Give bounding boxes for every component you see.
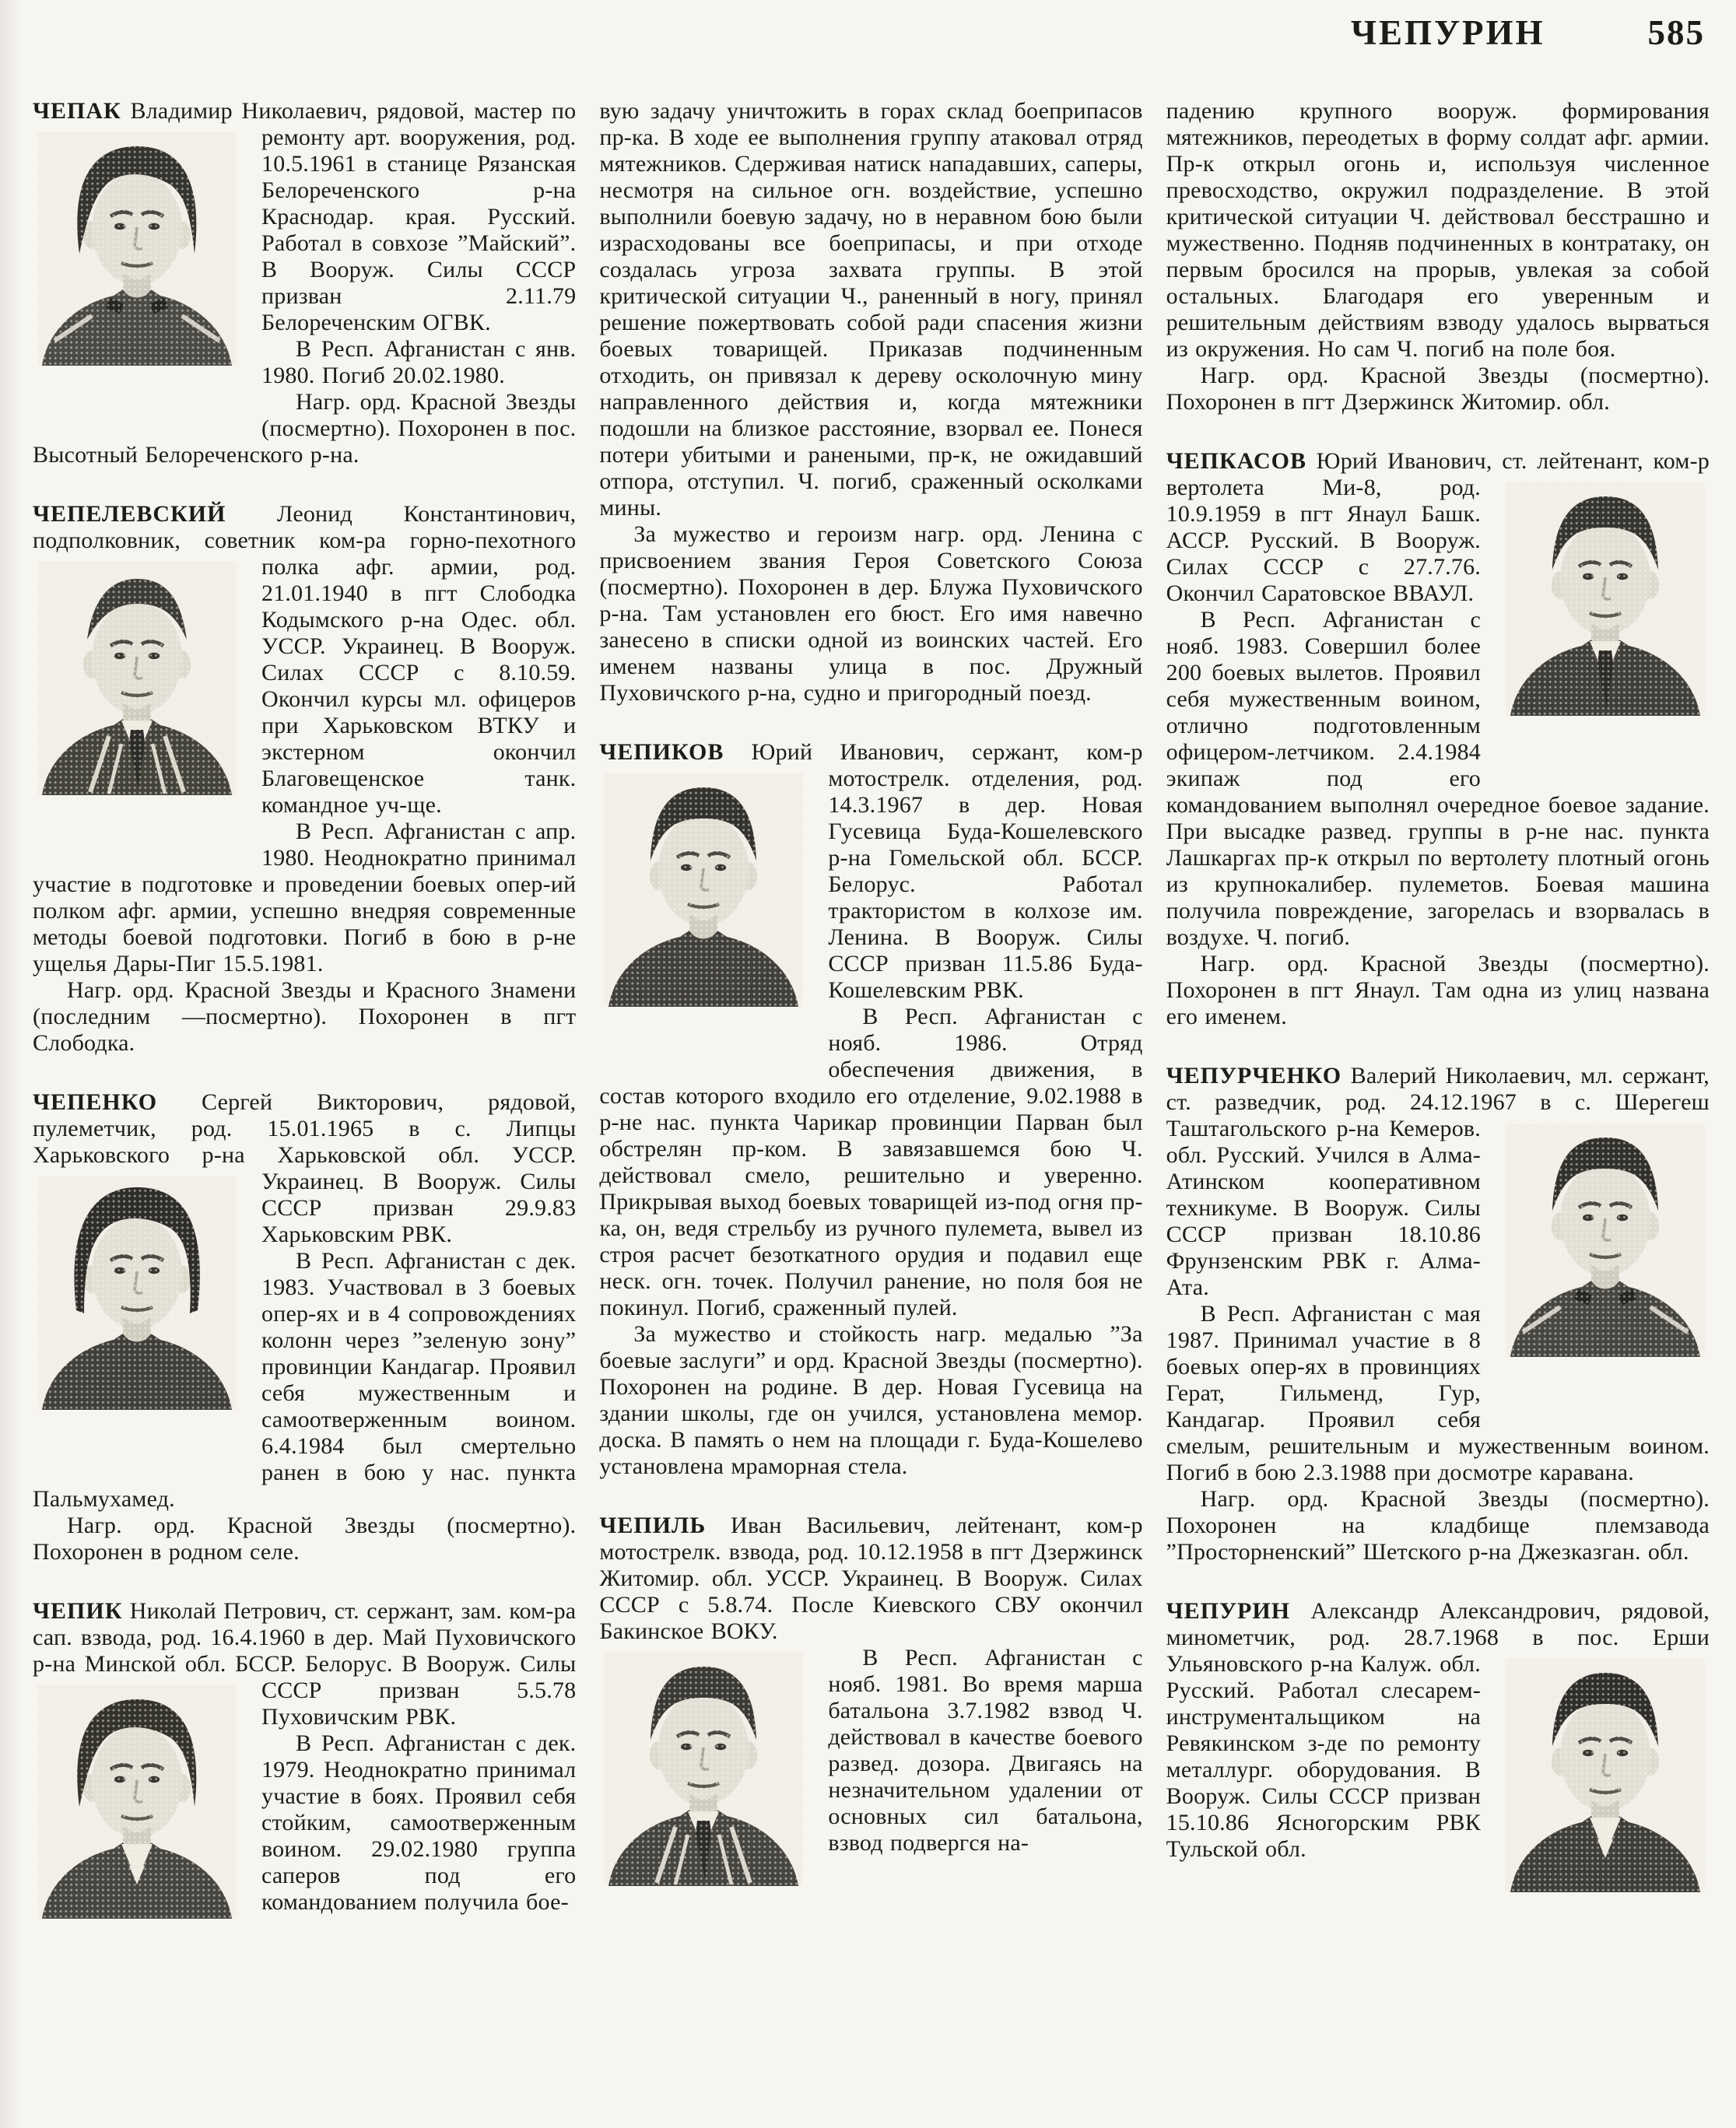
- paragraph: Нагр. орд. Красной Звезды (посмертно). Похоронен в пос. Высотный Белореченского р-на.: [33, 389, 577, 468]
- entry-surname: ЧЕПУРИН: [1166, 1598, 1291, 1624]
- portrait-chepik: [33, 1682, 241, 1995]
- entry-surname: ЧЕПИК: [33, 1598, 123, 1624]
- entry-chepurin: [1166, 1598, 1710, 1863]
- column-3: [1166, 98, 1710, 2101]
- entry-chepenko: [33, 1089, 576, 1565]
- paragraph: Нагр. орд. Красной Звезды (посмертно). Похоронен в родном селе.: [33, 1513, 577, 1565]
- entry-chepurchenko: [1166, 1063, 1710, 1565]
- paragraph: ЧЕПЕНКО Сергей Викторович, рядовой, пулеметчик, род. 15.01.1965 в с. Липцы Харьковского р-на Харьковской обл. УССР. Украинец. В Вооруж. Силы СССР призван 29.9.83 Харьковским РВК.: [33, 1089, 576, 1248]
- paragraph: ЧЕПАК Владимир Николаевич, рядовой, мастер по ремонту арт. вооружения, род. 10.5.1961 в станице Рязанская Белореченского р-на Краснодар. края. Русский. Работал в совхозе ”Майский”. В Вооруж. Силы СССР призван 2.11.79 Белореченским ОГВК.: [33, 98, 576, 336]
- paragraph: В Респ. Афганистан с нояб. 1981. Во время марша батальона 3.7.1982 взвод Ч. действовал в качестве боевого развед. дозора. Двигаясь на незначительном удалении от основных сил батальона, взвод подвергся на-: [599, 1645, 1142, 1856]
- entry-surname: ЧЕПИКОВ: [599, 739, 724, 765]
- paragraph: За мужество и героизм нагр. орд. Ленина с присвоением звания Героя Советского Союза (посмертно). Похоронен в дер. Блужа Пуховичского р-на. Там установлен его бюст. Его имя навечно занесено в списки одной из воинских частей. Его именем названы улица в пос. Дружный Пуховичского р-на, судно и пригородный поезд.: [599, 521, 1143, 706]
- entry-surname: ЧЕПЕНКО: [33, 1089, 158, 1115]
- entry-chepak: [33, 98, 576, 468]
- column-1: [33, 98, 576, 2101]
- portrait-chepurin: [1501, 1656, 1710, 1968]
- entry-chepelevsky: [33, 501, 576, 1057]
- entry-chepil: [599, 1513, 1142, 1856]
- page-number: 585: [1647, 13, 1705, 52]
- text-columns: [33, 98, 1710, 2101]
- paragraph: В Респ. Афганистан с дек. 1979. Неоднократно принимал участие в боях. Проявил себя стойким, самоотверженным воином. 29.02.1980 группа саперов под его командованием получила бое-: [261, 1730, 577, 1915]
- paragraph: В Респ. Афганистан с дек. 1983. Участвовал в 3 боевых опер-ях и в 4 сопровождениях колонн через ”зеленую зону” провинции Кандагар. Проявил себя мужественным и самоотверженным воином. 6.4.1984 был смертельно ранен в бою у нас. пункта Пальмухамед.: [33, 1248, 577, 1512]
- paragraph: В Респ. Афганистан с янв. 1980. Погиб 20.02.1980.: [261, 336, 577, 388]
- running-head: ЧЕПУРИН: [1350, 13, 1545, 52]
- paragraph: ЧЕПУРИН Александр Александрович, рядовой, минометчик, род. 28.7.1968 в пос. Ерши Ульяновского р-на Калуж. обл. Русский. Работал слесарем-инструментальщиком на Ревякинском з-де по ремонту металлург. оборудования. В Вооруж. Силы СССР призван 15.10.86 Ясногорским РВК Тульской обл.: [1166, 1598, 1710, 1863]
- portrait-chepenko: [33, 1173, 241, 1486]
- entry-surname: ЧЕПКАСОВ: [1166, 448, 1306, 474]
- paragraph: ЧЕПИЛЬ Иван Васильевич, лейтенант, ком-р мотострелк. взвода, род. 10.12.1958 в пгт Дзержинск Житомир. обл. УССР. Украинец. В Вооруж. Силах СССР с 5.8.74. После Киевского СВУ окончил Бакинское ВОКУ.: [599, 1513, 1143, 1644]
- portrait-chepikov: [599, 770, 808, 1083]
- paragraph: ЧЕПКАСОВ Юрий Иванович, ст. лейтенант, ком-р вертолета Ми-8, род. 10.9.1959 в пгт Янаул Башк. АССР. Русский. В Вооруж. Силах СССР с 27.7.76. Окончил Саратовское ВВАУЛ.: [1166, 448, 1710, 607]
- entry-surname: ЧЕПИЛЬ: [599, 1513, 707, 1538]
- paragraph: В Респ. Афганистан с апр. 1980. Неоднократно принимал участие в подготовке и проведении боевых опер-ий полком афг. армии, успешно внедряя современные методы боевой подготовки. Погиб в бою в р-не ущелья Дары-Пиг 15.5.1981.: [33, 819, 577, 976]
- entry-surname: ЧЕПУРЧЕНКО: [1166, 1063, 1342, 1089]
- entry-chepik-continuation: [599, 98, 1142, 706]
- paragraph: ЧЕПИКОВ Юрий Иванович, сержант, ком-р мотострелк. отделения, род. 14.3.1967 в дер. Новая Гусевица Буда-Кошелевского р-на Гомельской обл. БССР. Белорус. Работал трактористом в колхозе им. Ленина. В Вооруж. Силы СССР призван 11.5.86 Буда-Кошелевским РВК.: [599, 739, 1142, 1004]
- entry-chepik: [33, 1598, 576, 1916]
- paragraph: Нагр. орд. Красной Звезды и Красного Знамени (последним —посмертно). Похоронен в пгт Слободка.: [33, 977, 577, 1056]
- paragraph: ЧЕПЕЛЕВСКИЙ Леонид Константинович, подполковник, советник ком-ра горно-пехотного полка афг. армии, род. 21.01.1940 в пгт Слободка Кодымского р-на Одес. обл. УССР. Украинец. В Вооруж. Силах СССР с 8.10.59. Окончил курсы мл. офицеров при Харьковском ВТКУ и экстерном окончил Благовещенское танк. командное уч-ще.: [33, 501, 576, 819]
- paragraph: падению крупного вооруж. формирования мятежников, переодетых в форму солдат афг. армии. Пр-к открыл огонь и, используя численное превосходство, окружил подразделение. В этой критической ситуации Ч. действовал бесстрашно и мужественно. Подняв подчиненных в контратаку, он первым бросился на прорыв, увлекая за собой остальных. Благодаря его уверенным и решительным действиям взводу удалось вырваться из окружения. Но сам Ч. погиб на поле боя.: [1166, 98, 1710, 362]
- paragraph: Нагр. орд. Красной Звезды (посмертно). Похоронен на кладбище племзавода ”Просторненский” Шетского р-на Джезказган. обл.: [1166, 1486, 1710, 1565]
- column-2: [599, 98, 1142, 2101]
- paragraph: ЧЕПИК Николай Петрович, ст. сержант, зам. ком-ра сап. взвода, род. 16.4.1960 в дер. Май Пуховичского р-на Минской обл. БССР. Белорус. В Вооруж. Силы СССР призван 5.5.78 Пуховичским РВК.: [33, 1598, 576, 1730]
- portrait-chepurchenko: [1501, 1120, 1710, 1433]
- entry-chepikov: [599, 739, 1142, 1480]
- paragraph: В Респ. Афганистан с нояб. 1983. Совершил более 200 боевых вылетов. Проявил себя мужественным воином, отлично подготовленным офицером-летчиком. 2.4.1984 экипаж под его командованием выполнял очередное боевое задание. При высадке развед. группы в р-не нас. пункта Лашкаргах пр-к открыл по вертолету плотный огонь из крупнокалибер. пулеметов. Боевая машина получила повреждение, загорелась и взорвалась в воздухе. Ч. погиб.: [1166, 607, 1710, 950]
- paragraph: Нагр. орд. Красной Звезды (посмертно). Похоронен в пгт Дзержинск Житомир. обл.: [1166, 363, 1710, 415]
- paragraph: В Респ. Афганистан с мая 1987. Принимал участие в 8 боевых опер-ях в провинциях Герат, Гильменд, Гур, Кандагар. Проявил себя смелым, решительным и мужественным воином. Погиб в бою 2.3.1988 при досмотре каравана.: [1166, 1301, 1710, 1485]
- paragraph: ЧЕПУРЧЕНКО Валерий Николаевич, мл. сержант, ст. разведчик, род. 24.12.1967 в с. Шерегеш Таштагольского р-на Кемеров. обл. Русский. Учился в Алма-Атинском кооперативном техникуме. В Вооруж. Силы СССР призван 18.10.86 Фрунзенским РВК г. Алма-Ата.: [1166, 1063, 1710, 1301]
- paragraph: В Респ. Афганистан с нояб. 1986. Отряд обеспечения движения, в состав которого входило его отделение, 9.02.1988 в р-не нас. пункта Чарикар провинции Парван был обстрелян пр-ком. В завязавшемся бою Ч. действовал смело, решительно и уверенно. Прикрывая выход боевых товарищей из-под огня пр-ка, он, ведя стрельбу из ручного пулемета, вывел из строя расчет безоткатного орудия и подавил еще неск. огн. точек. Получил ранение, но поля боя не покинул. Погиб, сраженный пулей.: [599, 1004, 1143, 1320]
- entry-chepil-continuation: [1166, 98, 1710, 415]
- paragraph: Нагр. орд. Красной Звезды (посмертно). Похоронен в пгт Янаул. Там одна из улиц названа его именем.: [1166, 951, 1710, 1029]
- entry-chepkasov: [1166, 448, 1710, 1030]
- portrait-chepkasov: [1501, 479, 1710, 792]
- portrait-chepelevsky: [33, 559, 241, 871]
- entry-surname: ЧЕПАК: [33, 98, 121, 124]
- entry-surname: ЧЕПЕЛЕВСКИЙ: [33, 501, 226, 527]
- paragraph: вую задачу уничтожить в горах склад боеприпасов пр-ка. В ходе ее выполнения группу атаковал отряд мятежников. Сдерживая натиск нападавших, саперы, несмотря на сильное огн. воздействие, успешно выполнили боевую задачу, но в неравном бою были израсходованы все боеприпасы, и при отходе создалась угроза захвата группы. В этой критической ситуации Ч., раненный в ногу, принял решение пожертвовать собой ради спасения жизни боевых товарищей. Приказав подчиненным отходить, он привязал к дереву осколочную мину направленного действия и, когда мятежники подошли на близкое расстояние, взорвал ее. Понеся потери убитыми и ранеными, пр-к, не ожидавший отпора, отступил. Ч. погиб, сраженный осколками мины.: [599, 98, 1143, 521]
- portrait-chepil: [599, 1649, 808, 1962]
- paragraph: За мужество и стойкость нагр. медалью ”За боевые заслуги” и орд. Красной Звезды (посмертно). Похоронен на родине. В дер. Новая Гусевица на здании школы, где он учился, установлена мемор. доска. В память о нем на площади г. Буда-Кошелево установлена мраморная стела.: [599, 1321, 1143, 1479]
- portrait-chepak: [33, 129, 241, 442]
- page-header: [33, 12, 1710, 64]
